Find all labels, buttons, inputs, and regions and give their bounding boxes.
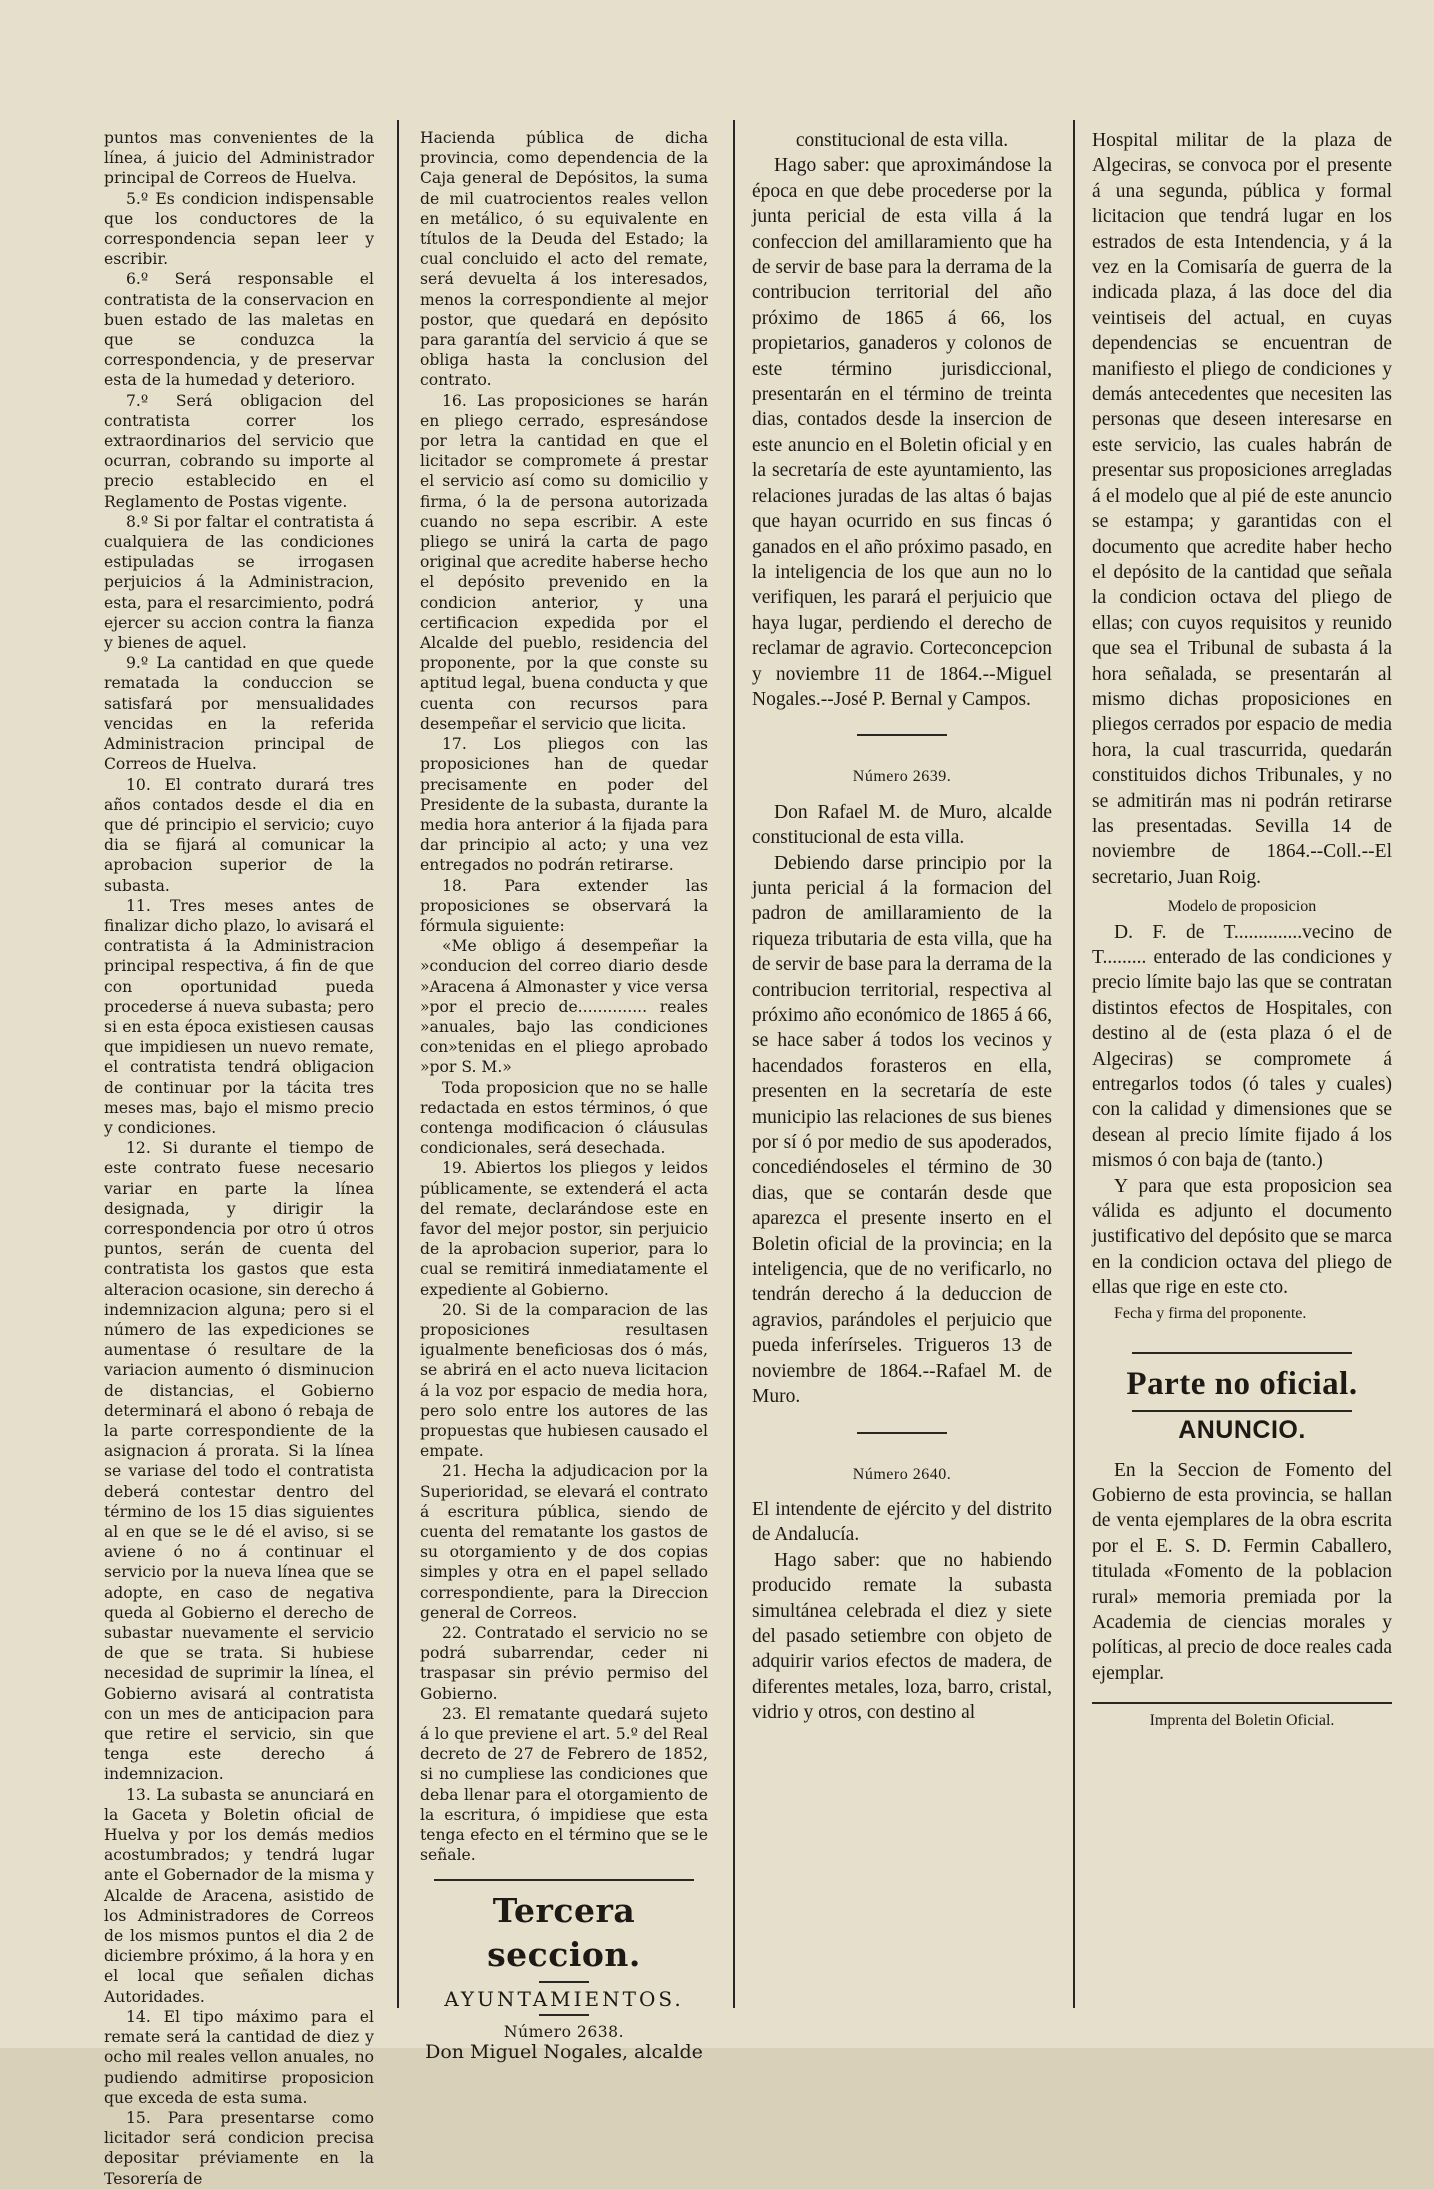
- paragraph: El intendente de ejército y del distrito de Andalucía.: [752, 1498, 1052, 1546]
- column-1: [104, 128, 374, 2188]
- paragraph: 6.º Será responsable el contratista de la conservacion en buen estado de las maletas en que se conduzca la correspondencia, y de preservar esta de la humedad y deterioro.: [104, 270, 374, 390]
- paragraph: 17. Los pliegos con las proposiciones han de quedar precisamente en poder del Presidente de la subasta, durante la media hora anterior á la fijada para dar principio al acto; y una vez entregados no podrán retirarse.: [420, 735, 708, 875]
- paragraph: 15. Para presentarse como licitador será condicion precisa depositar préviamente en la Tesorería de: [104, 2108, 374, 2188]
- paragraph: Toda proposicion que no se halle redactada en estos términos, ó que contenga modificacion ó cláusulas condicionales, será desechada.: [420, 1078, 708, 1158]
- paragraph: 11. Tres meses antes de finalizar dicho plazo, lo avisará el contratista á la Administracion principal respectiva, á fin de que con oportunidad pueda procederse á nueva subasta; pero si en esta época existiesen causas que impidiesen un nuevo remate, el contratista tendrá obligacion de continuar por la tácita tres meses mas, bajo el mismo precio y condiciones.: [104, 896, 374, 1137]
- column-3: [752, 128, 1052, 2028]
- paragraph: 16. Las proposiciones se harán en pliego cerrado, espresándose por letra la cantidad en que el licitador se compromete á prestar el servicio así como su domicilio y firma, ó la de persona autorizada cuando no sepa escribir. A este pliego se unirá la carta de pago original que acredite haberse hecho el depósito prevenido en la condicion anterior, y una certificacion expedida por el Alcalde del pueblo, residencia del proponente, por la que conste su aptitud legal, buena conducta y que cuenta con recursos para desempeñar el servicio que licita.: [420, 391, 708, 733]
- column-rule: [397, 120, 399, 2008]
- section-heading: Parte no oficial.: [1126, 1366, 1358, 1403]
- column-rule: [1073, 120, 1075, 2008]
- section-rule: [1132, 1410, 1352, 1412]
- paragraph: constitucional de esta villa.: [795, 130, 1009, 151]
- divider: [539, 1981, 589, 1983]
- section-rule: [1132, 1352, 1352, 1354]
- paragraph: 22. Contratado el servicio no se podrá subarrendar, ceder ni traspasar sin prévio permiso del Gobierno.: [420, 1624, 708, 1703]
- paragraph: Don Miguel Nogales, alcalde: [425, 2040, 703, 2063]
- paragraph: 19. Abiertos los pliegos y leidos públicamente, se extenderá el acta del remate, declarándose este en favor del mejor postor, sin perjuicio de la aprobacion superior, para lo cual se remitirá inmediatamente el expediente al Gobierno.: [420, 1159, 708, 1299]
- paragraph: 7.º Será obligacion del contratista correr los extraordinarios del servicio que ocurran, cobrando su importe al precio establecido en el Reglamento de Postas vigente.: [104, 391, 374, 511]
- paragraph: 23. El rematante quedará sujeto á lo que previene el art. 5.º del Real decreto de 27 de Febrero de 1852, si no cumpliese las condiciones que deba llenar para el otorgamiento de la escritura, ó impidiese que esta tenga efecto en el término que se le señale.: [420, 1704, 708, 1865]
- paragraph: Debiendo darse principio por la junta pericial á la formacion del padron de amillaramiento de la riqueza tributaria de esta villa, que ha de servir de base para la derrama de la contribucion territorial, respectiva al próximo año económico de 1865 á 66, se hace saber á todos los vecinos y hacendados forasteros en ella, presenten en la secretaría de este municipio las relaciones de sus bienes por sí ó por medio de sus apoderados, concediéndoseles el término de 30 dias, que se contarán desde que aparezca el presente inserto en el Boletin oficial de la provincia; en la inteligencia, que de no verificarlo, no tendrán derecho á la deduccion de agravios, parándoles el perjuicio que pueda inferírseles. Trigueros 13 de noviembre de 1864.--Rafael M. de Muro.: [752, 852, 1052, 1408]
- paragraph: puntos mas convenientes de la línea, á juicio del Administrador principal de Correos de Huelva.: [104, 129, 374, 188]
- paragraph: 20. Si de la comparacion de las proposiciones resultasen igualmente beneficiosas dos ó más, se abrirá en el acto nueva licitacion á la voz por espacio de media hora, pero solo entre los autores de las propuestas que hubiesen causado el empate.: [420, 1300, 708, 1461]
- paragraph: 13. La subasta se anunciará en la Gaceta y Boletin oficial de Huelva y por los demás medios acostumbrados; y tendrá lugar ante el Gobernador de la misma y Alcalde de Aracena, asistido de los Administradores de Correos de los mismos puntos el dia 2 de diciembre próximo, á la hora y en el local que señalen dichas Autoridades.: [104, 1785, 374, 2006]
- paragraph: 18. Para extender las proposiciones se observará la fórmula siguiente:: [420, 876, 708, 935]
- model-title: Modelo de proposicion: [1167, 898, 1317, 916]
- paragraph: Fecha y firma del proponente.: [1114, 1304, 1307, 1322]
- paragraph: 5.º Es condicion indispensable que los conductores de la correspondencia sepan leer y escribir.: [104, 189, 374, 269]
- paragraph: 10. El contrato durará tres años contados desde el dia en que dé principio el servicio; cuyo dia se fijará al comunicar la aprobacion superior de la subasta.: [104, 775, 374, 895]
- paragraph: 8.º Si por faltar el contratista á cualquiera de las condiciones estipuladas se irrogasen perjuicios á la Administracion, esta, para el resarcimiento, podrá ejercer su accion contra la fianza y bienes de aquel.: [104, 512, 374, 653]
- announcement-heading: ANUNCIO.: [1178, 1416, 1306, 1445]
- paragraph: Hospital militar de la plaza de Algeciras, se convoca por el presente á una segunda, pública y formal licitacion que tendrá lugar en los estrados de esta Intendencia, y á la vez en la Comisaría de guerra de la indicada plaza, á las doce del dia veintiseis del actual, en cuyas dependencias se encuentran de manifiesto el pliego de condiciones y demás antecedentes que necesiten las personas que deseen interesarse en este servicio, las cuales habrán de presentar sus proposiciones arregladas á el modelo que al pié de este anuncio se estampa; y garantidas con el documento que acredite haber hecho el depósito de la cantidad que señala la condicion octava del pliego de ellas; con cuyos requisitos y reunido que sea el Tribunal de subasta á la hora señalada, se presentarán al mismo dichas proposiciones en pliegos cerrados por espacio de media hora, la cual trascurrida, quedarán constituidos dichos Tribunales, y no se admitirán mas ni podrán retirarse las presentadas. Sevilla 14 de noviembre de 1864.--Coll.--El secretario, Juan Roig.: [1092, 130, 1392, 888]
- paragraph: Hago saber: que aproximándose la época en que debe procederse por la junta pericial de esta villa á la confeccion del amillaramiento que ha de servir de base para la derrama de la contribucion territorial del año próximo de 1865 á 66, los propietarios, ganaderos y colonos de este término jurisdiccional, presentarán en el término de treinta dias, contados desde la insercion de este anuncio en el Boletin oficial y en la secretaría de este ayuntamiento, las relaciones juradas de las altas ó bajas que hayan ocurrido en sus fincas ó ganados en el año próximo pasado, en la inteligencia de los que aun no lo verifiquen, les parará el perjuicio que haya lugar, perdiendo el derecho de reclamar de agravio. Corteconcepcion y noviembre 11 de 1864.--Miguel Nogales.--José P. Bernal y Campos.: [752, 155, 1052, 710]
- paragraph: 12. Si durante el tiempo de este contrato fuese necesario variar en parte la línea designada, y dirigir la correspondencia por otro ú otros puntos, serán de cuenta del contratista los gastos que esta alteracion ocasione, sin derecho á indemnizacion alguna; pero si el número de las expediciones se aumentase ó resultare de la variacion aumento ó disminucion de distancias, el Gobierno determinará el abono ó rebaja de la parte correspondiente de la asignacion á prorata. Si la línea se variase del todo el contratista deberá contestar dentro del término de los 15 dias siguientes al en que se le dé el aviso, si se aviene ó no á continuar el servicio por la nueva línea que se adopte, en caso de negativa queda al Gobierno el derecho de subastar nuevamente el servicio de que se trata. Si hubiese necesidad de suprimir la línea, el Gobierno avisará al contratista con un mes de anticipacion para que retire el servicio, sin que tenga este derecho á indemnizacion.: [104, 1139, 374, 1784]
- paragraph: Hago saber: que no habiendo producido remate la subasta simultánea celebrada el diez y siete del pasado setiembre con objeto de adquirir varios efectos de madera, de diferentes metales, loza, barro, cristal, vidrio y otros, con destino al: [752, 1549, 1052, 1724]
- notice-number: Número 2640.: [852, 1465, 952, 1483]
- paragraph: Don Rafael M. de Muro, alcalde constitucional de esta villa.: [752, 801, 1052, 849]
- paragraph: D. F. de T..............vecino de T......... enterado de las condiciones y precio límite bajo las que se contratan distintos efectos de Hospitales, con destino al de (esta plaza ó el de Algeciras) se compromete á entregarlos todos (ó tales y cuales) con la calidad y dimensiones que se desean al precio límite fijado á los mismos ó con baja de (tanto.): [1092, 921, 1392, 1172]
- subsection-heading: AYUNTAMIENTOS.: [444, 1987, 684, 2012]
- formula-quote: «Me obligo á desempeñar la »conducion del correo diario desde »Aracena á Almonaster y vice versa »por el precio de.............. reales »anuales, bajo las condiciones con»tenidas en el pliego aprobado »por S. M.»: [420, 937, 708, 1077]
- section-heading: Tercera seccion.: [487, 1891, 641, 1975]
- section-rule: [434, 1879, 694, 1881]
- column-2: [420, 128, 708, 2063]
- divider: [539, 2014, 589, 2016]
- column-rule: [733, 120, 735, 2008]
- notice-number: Número 2638.: [503, 2022, 625, 2041]
- printer-footer: Imprenta del Boletin Oficial.: [1092, 1702, 1392, 1733]
- paragraph: Hacienda pública de dicha provincia, como dependencia de la Caja general de Depósitos, la suma de mil cuatrocientos reales vellon en metálico, ó su equivalente en títulos de la Deuda del Estado; la cual concluido el acto del remate, será devuelta á los interesados, menos la correspondiente al mejor postor, que quedará en depósito para garantía del servicio á que se obliga hasta la conclusion del contrato.: [420, 129, 708, 390]
- column-4: [1092, 128, 1392, 2028]
- paragraph: Y para que esta proposicion sea válida es adjunto el documento justificativo del depósito que se marca en la condicion octava del pliego de ellas que rige en este cto.: [1092, 1175, 1392, 1299]
- paragraph: 14. El tipo máximo para el remate será la cantidad de diez y ocho mil reales vellon anuales, no pudiendo admitirse proposicion que exceda de esta suma.: [104, 2007, 374, 2107]
- divider: [857, 734, 947, 736]
- paragraph: En la Seccion de Fomento del Gobierno de esta provincia, se hallan de venta ejemplares de la obra escrita por el E. S. D. Fermin Caballero, titulada «Fomento de la poblacion rural» memoria premiada por la Academia de ciencias morales y políticas, al precio de doce reales cada ejemplar.: [1092, 1459, 1392, 1684]
- paragraph: 21. Hecha la adjudicacion por la Superioridad, se elevará el contrato á escritura pública, siendo de cuenta del rematante los gastos de su otorgamiento y de dos copias simples y otra en el papel sellado correspondiente, para la Direccion general de Correos.: [420, 1462, 708, 1622]
- divider: [857, 1432, 947, 1434]
- paragraph: 9.º La cantidad en que quede rematada la conduccion se satisfará por mensualidades vencidas en la referida Administracion principal de Correos de Huelva.: [104, 654, 374, 774]
- notice-number: Número 2639.: [852, 768, 952, 786]
